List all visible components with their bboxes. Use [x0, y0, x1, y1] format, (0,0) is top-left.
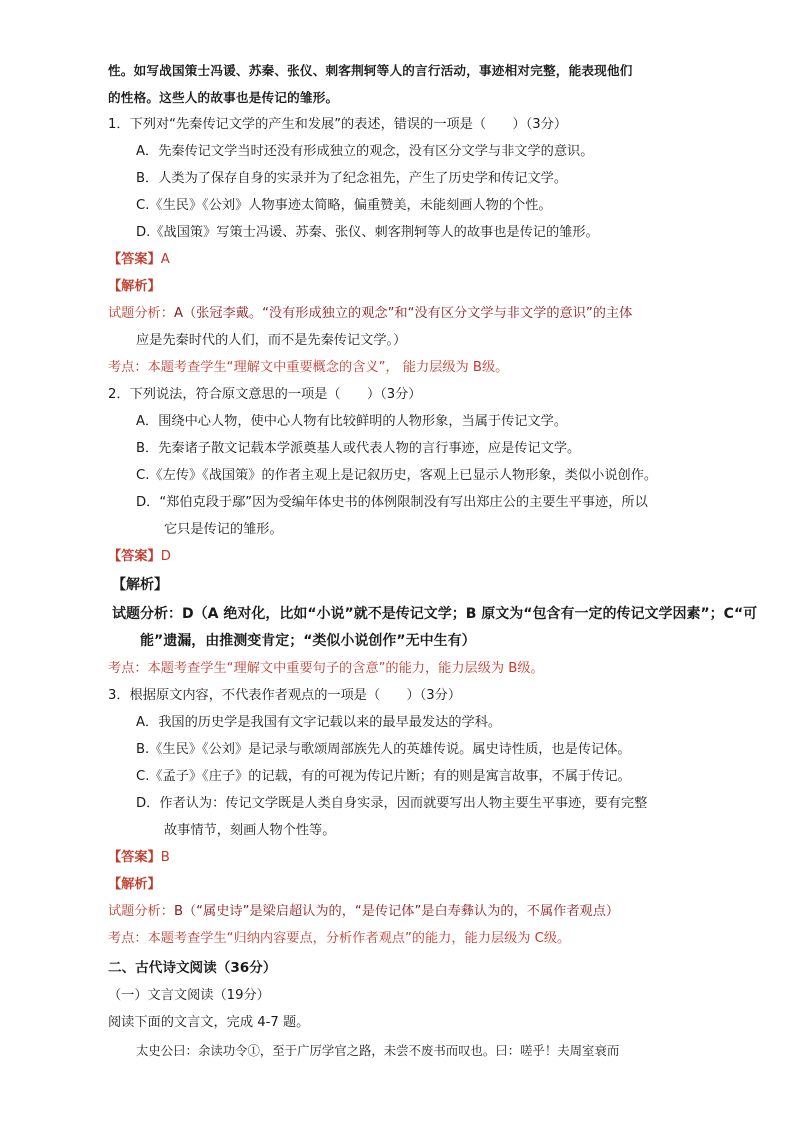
q3-answer — [108, 849, 170, 867]
kaodian-label: 考点： — [108, 931, 148, 946]
q2-kaodian — [108, 660, 544, 678]
kaodian-text: 本题考查学生“理解文中重要概念的含义”， 能力层级为 B级。 — [147, 360, 509, 375]
answer-label: 【答案】 — [108, 252, 161, 267]
q1-kaodian — [108, 359, 508, 377]
kaodian-label: 考点： — [108, 661, 148, 676]
q2-option-c: C.《左传》《战国策》的作者主观上是记叙历史，客观上已显示人物形象，类似小说创作。 — [136, 468, 658, 483]
q1-analysis-line-2: 应是先秦时代的人们，而不是先秦传记文学。） — [136, 333, 407, 348]
q2-analysis-label: 【解析】 — [112, 577, 168, 593]
q3-analysis-label: 【解析】 — [108, 877, 161, 892]
answer-value: B — [160, 850, 170, 865]
kaodian-label: 考点： — [108, 360, 148, 375]
q2-option-a: A．围绕中心人物，使中心人物有比较鲜明的人物形象，当属于传记文学。 — [136, 414, 568, 429]
answer-label: 【答案】 — [108, 850, 161, 865]
q2-analysis-line-2: 能”遗漏，由推测变肯定；“类似小说创作”无中生有） — [140, 633, 476, 649]
subsection-title: （一）文言文阅读（19分） — [108, 988, 270, 1003]
q2-option-d-cont: 它只是传记的雏形。 — [164, 522, 283, 537]
q3-option-d-cont: 故事情节，刻画人物个性等。 — [164, 823, 336, 838]
q1-answer — [108, 251, 170, 269]
q3-kaodian — [108, 930, 570, 948]
intro-line-1: 性。如写战国策士冯谖、苏秦、张仪、刺客荆轲等人的言行活动，事迹相对完整，能表现他们 — [108, 63, 633, 78]
q1-option-b: B．人类为了保存自身的实录并为了纪念祖先，产生了历史学和传记文学。 — [136, 171, 568, 186]
q1-analysis-line-1 — [108, 305, 632, 323]
q2-option-b: B．先秦诸子散文记载本学派奠基人或代表人物的言行事迹，应是传记文学。 — [136, 441, 581, 456]
analysis-text: D（A 绝对化，比如“小说”就不是传记文学；B 原文为“包含有一定的传记文学因素”；C“可 — [182, 606, 758, 622]
section-title: 二、古代诗文阅读（36分） — [108, 960, 277, 976]
analysis-prefix: 试题分析： — [112, 606, 182, 622]
intro-line-2: 的性格。这些人的故事也是传记的雏形。 — [108, 90, 339, 105]
answer-label: 【答案】 — [108, 549, 161, 564]
q2-analysis-line-1 — [112, 605, 757, 623]
analysis-prefix: 试题分析： — [108, 306, 174, 321]
question-2-stem: 2．下列说法，符合原文意思的一项是（ ）（3分） — [108, 387, 422, 402]
kaodian-text: 本题考查学生“理解文中重要句子的含意”的能力，能力层级为 B级。 — [147, 661, 544, 676]
passage-first-line: 太史公曰：余读功令①，至于广厉学官之路，未尝不废书而叹也。曰：嗟乎！夫周室衰而 — [136, 1043, 620, 1058]
q1-option-a: A．先秦传记文学当时还没有形成独立的观念，没有区分文学与非文学的意识。 — [136, 144, 594, 159]
q1-option-c: C.《生民》《公刘》人物事迹太简略，偏重赞美，未能刻画人物的个性。 — [136, 198, 552, 213]
analysis-text: A（张冠李戴。“没有形成独立的观念”和“没有区分文学与非文学的意识”的主体 — [173, 306, 633, 321]
analysis-prefix: 试题分析： — [108, 904, 174, 919]
answer-value: A — [160, 252, 170, 267]
kaodian-text: 本题考查学生“归纳内容要点，分析作者观点”的能力，能力层级为 C级。 — [147, 931, 571, 946]
q3-option-a: A．我国的历史学是我国有文字记载以来的最早最发达的学科。 — [136, 715, 502, 730]
q1-option-d: D.《战国策》写策士冯谖、苏秦、张仪、刺客荆轲等人的故事也是传记的雏形。 — [136, 225, 599, 240]
q3-option-d: D．作者认为：传记文学既是人类自身实录，因而就要写出人物主要生平事迹，要有完整 — [136, 796, 648, 811]
q3-option-b: B.《生民》《公刘》是记录与歌颂周部族先人的英雄传说。属史诗性质，也是传记体。 — [136, 742, 631, 757]
q3-option-c: C.《孟子》《庄子》的记载，有的可视为传记片断；有的则是寓言故事，不属于传记。 — [136, 769, 631, 784]
question-3-stem: 3．根据原文内容，不代表作者观点的一项是（ ）（3分） — [108, 688, 462, 703]
q2-answer — [108, 548, 171, 566]
instruction: 阅读下面的文言文，完成 4-7 题。 — [108, 1015, 310, 1030]
q1-analysis-label: 【解析】 — [108, 279, 161, 294]
answer-value: D — [160, 549, 171, 564]
q3-analysis-line-1 — [108, 903, 619, 921]
q2-option-d: D．“郑伯克段于鄢”因为受编年体史书的体例限制没有写出郑庄公的主要生平事迹，所以 — [136, 495, 648, 510]
question-1-stem: 1．下列对“先秦传记文学的产生和发展”的表述，错误的一项是（ ）（3分） — [108, 117, 568, 132]
analysis-text: B（“属史诗”是梁启超认为的，“是传记体”是白寿彝认为的，不属作者观点） — [173, 904, 620, 919]
